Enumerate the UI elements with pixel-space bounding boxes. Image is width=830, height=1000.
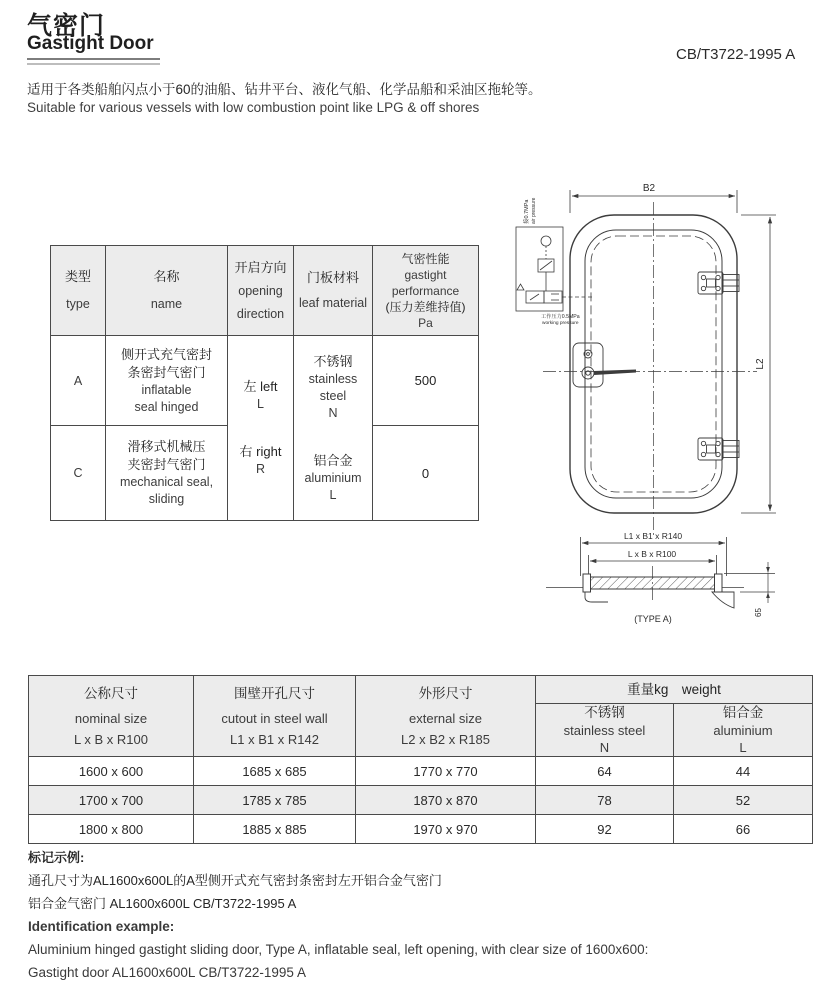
size-header-external <box>356 676 536 757</box>
material-alu-code: L <box>329 487 337 502</box>
dimension-65 <box>724 562 775 617</box>
header-perf-l4: (压力差维持值) <box>385 299 466 314</box>
pneumatic-schematic <box>516 197 592 326</box>
type-a-label: (TYPE A) <box>634 614 672 624</box>
hinge-top-icon <box>698 272 739 294</box>
cutout-formula: L1 x B1 x R142 <box>230 731 319 747</box>
cell-external: 1770 x 770 <box>356 757 536 786</box>
nominal-en: nominal size <box>74 710 148 726</box>
opening-right: 右 right R <box>239 444 282 476</box>
working-pressure-label-zh: 工作压力0.5MPa <box>541 314 580 320</box>
header-perf-l1: 气密性能 <box>401 251 450 266</box>
opening-left: 左 left L <box>243 379 278 411</box>
header-material-en: leaf material <box>298 296 368 310</box>
cutout-dim-label: L1 x B1 x R140 <box>623 531 683 541</box>
example-line-en-1: Aluminium hinged gastight sliding door, Type A, inflatable seal, left opening, with clear size of 1600x600: <box>28 942 649 957</box>
size-header-weight: 重量kg weight <box>536 676 813 704</box>
height-dim-label: 65 <box>754 608 763 617</box>
example-line-en-2: Gastight door AL1600x600L CB/T3722-1995 A <box>28 965 306 980</box>
cell-nominal: 1800 x 800 <box>29 815 194 844</box>
hinge-bottom-icon <box>698 438 739 460</box>
cell-cutout: 1685 x 685 <box>194 757 356 786</box>
size-header-weight-alu <box>674 704 813 757</box>
spec-header-material <box>294 246 373 336</box>
cell-nominal: 1700 x 700 <box>29 786 194 815</box>
cell-name-a <box>106 336 228 426</box>
cell-name-c <box>106 426 228 521</box>
description-zh: 适用于各类船舶闪点小于60的油船、钻井平台、液化气船、化学品船和采油区拖轮等。 <box>27 82 542 97</box>
page-title-en: Gastight Door <box>27 33 154 54</box>
opening-left-code: L <box>257 397 264 411</box>
example-line-zh-2: 铝合金气密门 AL1600x600L CB/T3722-1995 A <box>28 896 297 911</box>
header-perf-l2: gastight <box>404 267 447 282</box>
door-leaf-section <box>590 577 715 589</box>
weight-alu-en: aluminium <box>713 723 773 738</box>
section-gusset <box>712 592 734 608</box>
door-technical-drawing <box>500 170 830 640</box>
spec-table <box>50 245 479 521</box>
weight-steel-code: N <box>599 740 610 755</box>
material-alu: 铝合金 aluminium L <box>304 452 362 502</box>
cell-weight-steel: 64 <box>536 757 674 786</box>
header-opening-en2: direction <box>236 306 285 321</box>
header-perf-l5: Pa <box>418 315 433 330</box>
description-en: Suitable for various vessels with low combustion point like LPG & off shores <box>27 100 480 115</box>
clear-dim-label: L x B x R100 <box>627 549 677 559</box>
spec-header-opening <box>228 246 294 336</box>
example-title-zh: 标记示例: <box>28 850 85 865</box>
cell-type-c: C <box>51 426 106 521</box>
header-perf-l3: performance <box>391 283 460 298</box>
air-pressure-label-zh: 接0.7MPa <box>524 199 530 224</box>
spec-row-a <box>51 336 479 426</box>
identification-example <box>28 846 648 984</box>
size-table <box>28 675 813 844</box>
header-material-zh: 门板材料 <box>306 270 359 285</box>
header-type-zh: 类型 <box>64 269 91 284</box>
table-row <box>29 815 813 844</box>
title-underline <box>27 58 160 64</box>
cell-type-a: A <box>51 336 106 426</box>
spec-header-name <box>106 246 228 336</box>
weight-steel-zh: 不锈钢 <box>584 705 625 720</box>
cell-weight-alu: 66 <box>674 815 813 844</box>
table-row <box>29 786 813 815</box>
cell-nominal: 1600 x 600 <box>29 757 194 786</box>
example-title-en: Identification example: <box>28 919 175 934</box>
weight-alu-code: L <box>739 740 747 755</box>
name-a-l2: 条密封气密门 <box>127 364 206 380</box>
cell-cutout: 1785 x 785 <box>194 786 356 815</box>
cell-weight-steel: 92 <box>536 815 674 844</box>
name-c-l1: 滑移式机械压 <box>127 439 206 454</box>
header-opening-en1: opening <box>238 283 283 298</box>
header-name-en: name <box>150 297 183 311</box>
header-type-en: type <box>66 297 90 311</box>
cell-cutout: 1885 x 885 <box>194 815 356 844</box>
size-header-weight-steel <box>536 704 674 757</box>
section-handle <box>585 592 608 602</box>
material-alu-en: aluminium <box>304 470 362 485</box>
external-formula: L2 x B2 x R185 <box>401 731 490 747</box>
cell-leaf-material <box>294 336 373 521</box>
door-front-view <box>570 215 737 513</box>
spec-header-row <box>51 246 479 336</box>
page-title-zh: 气密门 <box>27 12 106 40</box>
header-opening-zh: 开启方向 <box>234 259 287 275</box>
size-header-row-1 <box>29 676 813 704</box>
table-row <box>29 757 813 786</box>
door-handle-icon <box>573 343 636 387</box>
weight-steel-en: stainless steel <box>563 723 646 738</box>
cell-performance-a: 500 <box>373 336 479 426</box>
name-c-l3: mechanical seal, <box>119 475 214 489</box>
material-steel-en: stainless steel <box>308 371 358 403</box>
cell-performance-c: 0 <box>373 426 479 521</box>
material-steel: 不锈钢 stainless steel N <box>294 353 372 422</box>
size-header-nominal <box>29 676 194 757</box>
underline-light <box>27 63 160 65</box>
external-zh: 外形尺寸 <box>418 685 473 701</box>
size-header-cutout <box>194 676 356 757</box>
cell-external: 1970 x 970 <box>356 815 536 844</box>
section-view <box>546 531 775 624</box>
cell-external: 1870 x 870 <box>356 786 536 815</box>
weight-alu-zh: 铝合金 <box>722 705 764 720</box>
air-pressure-label-en: air pressure <box>531 197 537 224</box>
cell-weight-alu: 52 <box>674 786 813 815</box>
l2-label: L2 <box>755 358 766 370</box>
dimension-l2 <box>741 215 776 513</box>
cutout-en: cutout in steel wall <box>221 710 328 726</box>
cell-opening-direction <box>228 336 294 521</box>
b2-label: B2 <box>642 183 656 194</box>
spec-header-type <box>51 246 106 336</box>
working-pressure-label-en: working pressure <box>542 321 579 326</box>
cell-weight-steel: 78 <box>536 786 674 815</box>
name-c-l4: sliding <box>148 492 185 506</box>
standard-code: CB/T3722-1995 A <box>676 46 796 63</box>
external-en: external size <box>409 710 482 726</box>
name-a-l4: seal hinged <box>134 399 199 414</box>
material-steel-code: N <box>328 405 338 420</box>
name-a-l1: 侧开式充气密封 <box>120 346 212 362</box>
example-line-zh-1: 通孔尺寸为AL1600x600L的A型侧开式充气密封条密封左开铝合金气密门 <box>28 873 442 888</box>
nominal-formula: L x B x R100 <box>74 731 148 747</box>
opening-right-code: R <box>255 462 266 476</box>
spec-header-performance <box>373 246 479 336</box>
nominal-zh: 公称尺寸 <box>84 685 138 701</box>
name-a-l3: inflatable <box>141 382 192 397</box>
cell-weight-alu: 44 <box>674 757 813 786</box>
cutout-zh: 围壁开孔尺寸 <box>234 685 315 701</box>
header-name-zh: 名称 <box>153 269 180 284</box>
underline-dark <box>27 58 160 60</box>
name-c-l2: 夹密封气密门 <box>127 457 206 472</box>
